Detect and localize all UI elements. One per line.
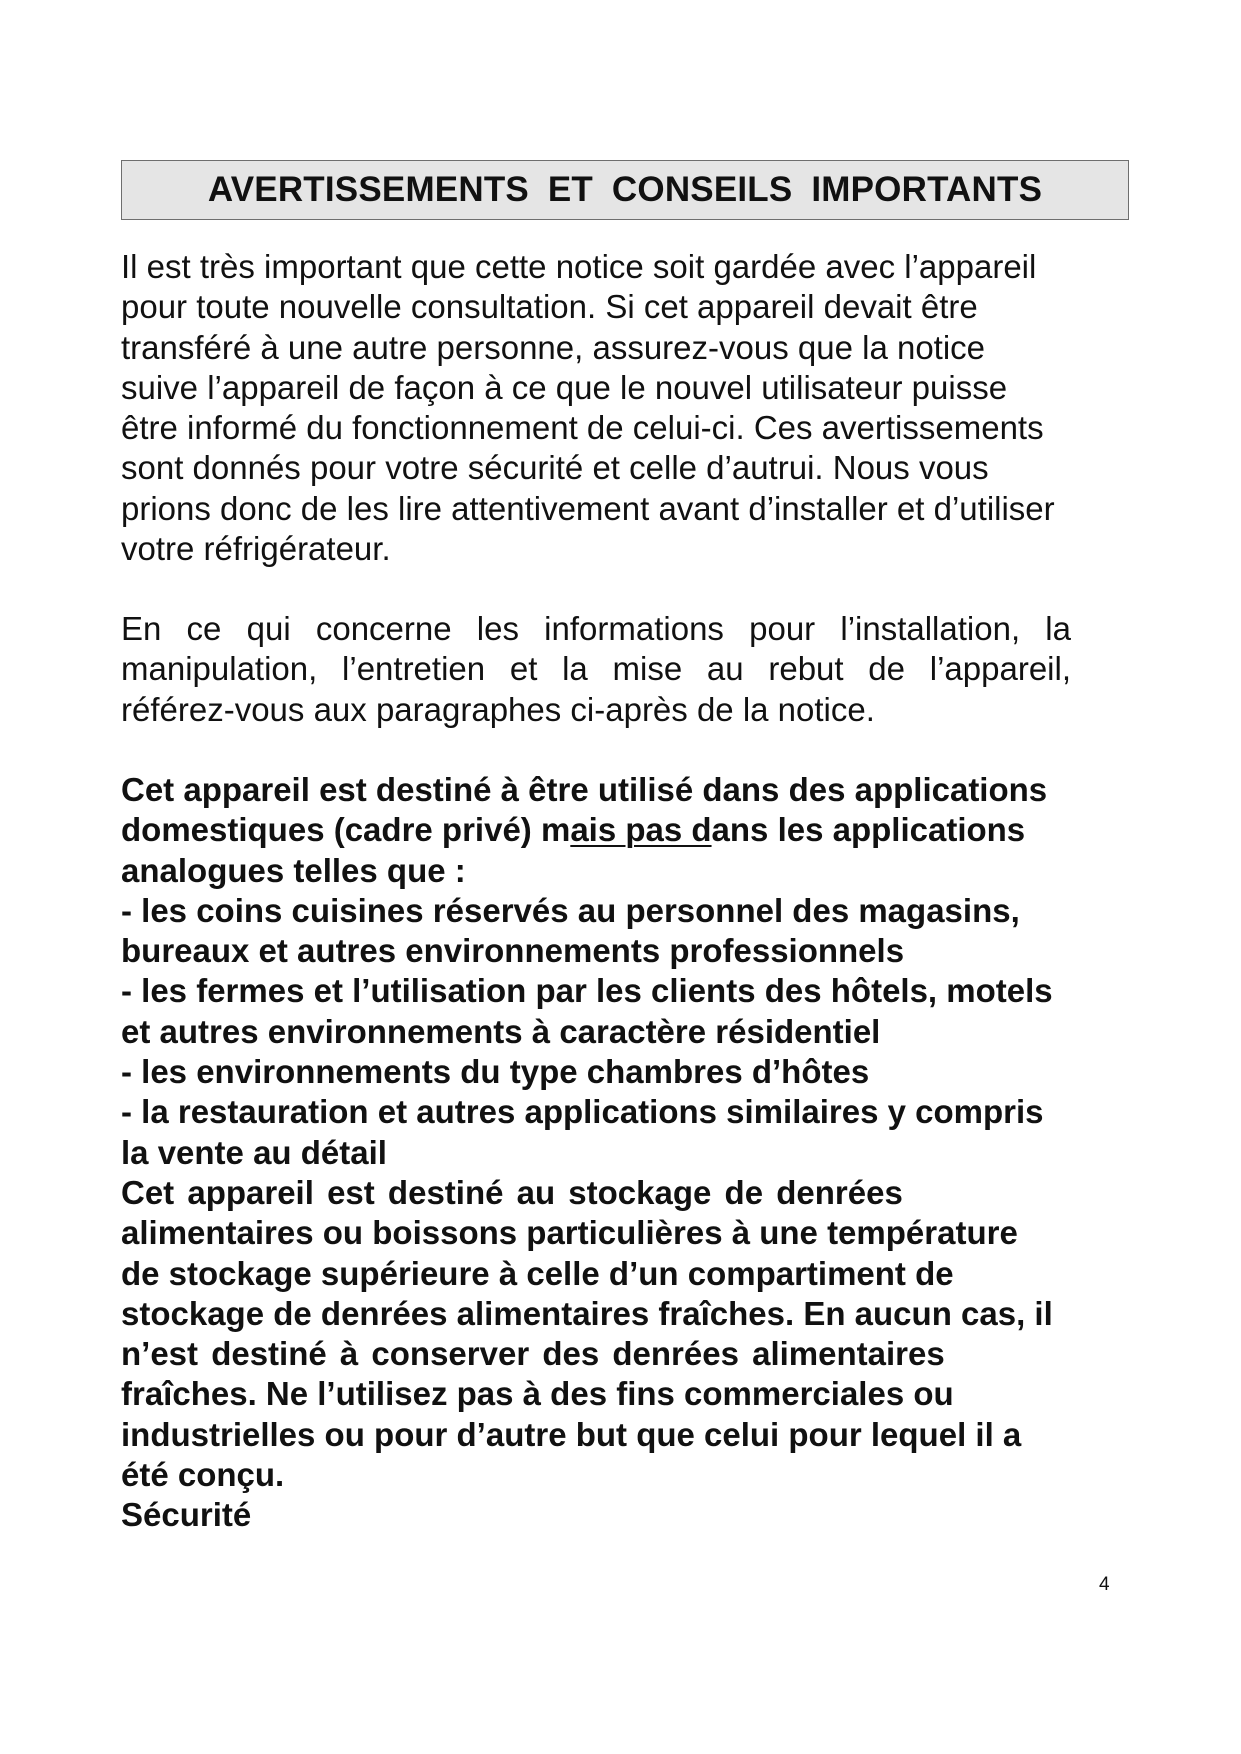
usage-line: alimentaires ou boissons particulières à une température bbox=[121, 1214, 1018, 1252]
info-line: En ce qui concerne les informations pour l’installation, la bbox=[121, 610, 1071, 647]
section-heading-securite: Sécurité bbox=[121, 1496, 252, 1534]
intro-line: sont donnés pour votre sécurité et celle d’autrui. Nous vous bbox=[121, 449, 989, 487]
usage-line bbox=[121, 810, 1141, 850]
usage-line: analogues telles que : bbox=[121, 851, 466, 889]
intro-line: être informé du fonctionnement de celui-ci. Ces avertissements bbox=[121, 409, 1044, 447]
usage-line-part: ans les applications bbox=[711, 811, 1026, 849]
usage-line: - les coins cuisines réservés au personnel des magasins, bbox=[121, 891, 1020, 929]
intro-line: votre réfrigérateur. bbox=[121, 530, 391, 568]
intro-line: transféré à une autre personne, assurez-vous que la notice bbox=[121, 328, 986, 366]
info-line: référez-vous aux paragraphes ci-après de la notice. bbox=[121, 690, 875, 728]
page-title: AVERTISSEMENTS ET CONSEILS IMPORTANTS bbox=[207, 170, 1043, 209]
intro-line: pour toute nouvelle consultation. Si cet appareil devait être bbox=[121, 288, 978, 326]
intro-line: Il est très important que cette notice soit gardée avec l’appareil bbox=[121, 248, 1037, 285]
info-paragraph bbox=[121, 609, 1071, 730]
title-box bbox=[121, 160, 1129, 220]
usage-line: fraîches. Ne l’utilisez pas à des fins commerciales ou bbox=[121, 1375, 954, 1413]
usage-line: industrielles ou pour d’autre but que celui pour lequel il a bbox=[121, 1415, 1022, 1453]
intro-paragraph bbox=[121, 247, 1141, 569]
usage-line: Cet appareil est destiné au stockage de denrées bbox=[121, 1173, 903, 1211]
intro-line: prions donc de les lire attentivement avant d’installer et d’utiliser bbox=[121, 489, 1055, 527]
usage-line: été conçu. bbox=[121, 1456, 285, 1494]
usage-line: stockage de denrées alimentaires fraîches. En aucun cas, il bbox=[121, 1294, 1053, 1332]
intro-line: suive l’appareil de façon à ce que le nouvel utilisateur puisse bbox=[121, 368, 1008, 406]
usage-line: - les environnements du type chambres d’hôtes bbox=[121, 1053, 870, 1091]
underlined-text: ais pas d bbox=[570, 811, 712, 849]
usage-line: - la restauration et autres applications similaires y compris bbox=[121, 1093, 1044, 1131]
info-line: manipulation, l’entretien et la mise au rebut de l’appareil, bbox=[121, 650, 1071, 688]
usage-line: n’est destiné à conserver des denrées alimentaires bbox=[121, 1335, 945, 1373]
usage-line: bureaux et autres environnements professionnels bbox=[121, 932, 905, 970]
usage-line: Cet appareil est destiné à être utilisé dans des applications bbox=[121, 771, 1048, 808]
usage-line-part: domestiques (cadre privé) m bbox=[121, 811, 571, 849]
usage-line: de stockage supérieure à celle d’un compartiment de bbox=[121, 1254, 954, 1292]
page-number: 4 bbox=[1099, 1574, 1110, 1595]
usage-line: et autres environnements à caractère résidentiel bbox=[121, 1012, 881, 1050]
usage-line: la vente au détail bbox=[121, 1133, 387, 1171]
usage-line: - les fermes et l’utilisation par les clients des hôtels, motels bbox=[121, 972, 1053, 1010]
usage-paragraph bbox=[121, 770, 1141, 1536]
